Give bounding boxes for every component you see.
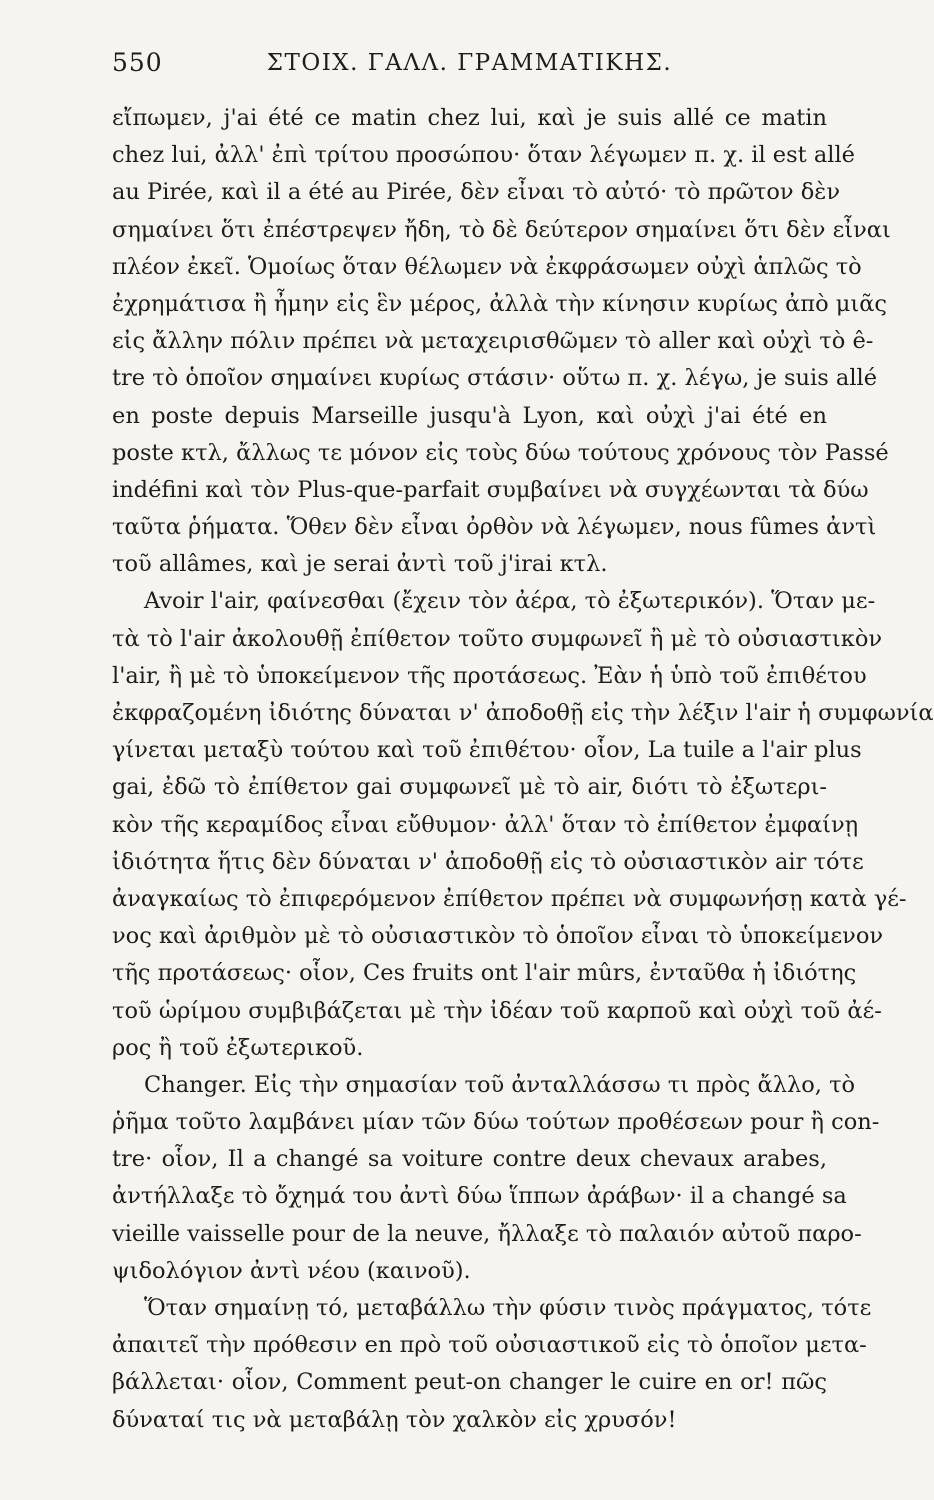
running-title: ΣΤΟΙΧ. ΓΑΛΛ. ΓΡΑΜΜΑΤΙΚΗΣ. bbox=[266, 50, 673, 76]
text-line: ἰδιότητα ἥτις δὲν δύναται ν' ἀποδοθῇ εἰς τὸ οὐσιαστικὸν air τότε bbox=[112, 848, 864, 875]
text-line: νος καὶ ἀριθμὸν μὲ τὸ οὐσιαστικὸν τὸ ὁποῖον εἶναι τὸ ὑποκείμενον bbox=[112, 923, 884, 950]
text-line: au Pirée, καὶ il a été au Pirée, δὲν εἶναι τὸ αὐτό· τὸ πρῶτον δὲν bbox=[112, 179, 841, 206]
text-line: tre· οἷον, Il a changé sa voiture contre deux chevaux arabes, bbox=[112, 1146, 827, 1173]
text-line: chez lui, ἀλλ' ἐπὶ τρίτου προσώπου· ὅταν λέγωμεν π. χ. il est allé bbox=[112, 142, 855, 169]
text-line: ταῦτα ῥήματα. Ὅθεν δὲν εἶναι ὀρθὸν νὰ λέγωμεν, nous fûmes ἀντὶ bbox=[112, 514, 877, 541]
text-line: ἐκφραζομένη ἰδιότης δύναται ν' ἀποδοθῇ εἰς τὴν λέξιν l'air ἡ συμφωνία bbox=[112, 700, 934, 726]
paragraph-start-avoir-l-air: Avoir l'air, φαίνεσθαι (ἔχειν τὸν ἀέρα, τὸ ἐξωτερικόν). Ὅταν με- bbox=[144, 588, 876, 615]
text-line: βάλλεται· οἷον, Comment peut-on changer le cuire en or! πῶς bbox=[112, 1369, 827, 1396]
text-line: γίνεται μεταξὺ τούτου καὶ τοῦ ἐπιθέτου· οἷον, La tuile a l'air plus bbox=[112, 737, 862, 764]
text-line: δύναταί τις νὰ μεταβάλῃ τὸν χαλκὸν εἰς χρυσόν! bbox=[112, 1406, 677, 1433]
body-text bbox=[112, 100, 934, 1439]
text-line: ῥῆμα τοῦτο λαμβάνει μίαν τῶν δύω τούτων προθέσεων pour ἢ con- bbox=[112, 1109, 880, 1136]
text-line: τοῦ ὡρίμου συμβιβάζεται μὲ τὴν ἰδέαν τοῦ καρποῦ καὶ οὐχὶ τοῦ ἀέ- bbox=[112, 997, 882, 1024]
text-line: εἴπωμεν, j'ai été ce matin chez lui, καὶ je suis allé ce matin bbox=[112, 105, 827, 131]
text-line: κὸν τῆς κεραμίδος εἶναι εὔθυμον· ἀλλ' ὅταν τὸ ἐπίθετον ἐμφαίνῃ bbox=[112, 811, 859, 838]
text-line: ρος ἢ τοῦ ἐξωτερικοῦ. bbox=[112, 1034, 364, 1061]
text-line: l'air, ἢ μὲ τὸ ὑποκείμενον τῆς προτάσεως. Ἐὰν ἡ ὑπὸ τοῦ ἐπιθέτου bbox=[112, 662, 867, 689]
text-line: gai, ἐδῶ τὸ ἐπίθετον gai συμφωνεῖ μὲ τὸ air, διότι τὸ ἐξωτερι- bbox=[112, 774, 827, 801]
text-line: en poste depuis Marseille jusqu'à Lyon, καὶ οὐχὶ j'ai été en bbox=[112, 402, 827, 429]
text-line: ἐχρημάτισα ἢ ἦμην εἰς ἓν μέρος, ἀλλὰ τὴν κίνησιν κυρίως ἀπὸ μιᾶς bbox=[112, 290, 888, 317]
text-line: εἰς ἄλλην πόλιν πρέπει νὰ μεταχειρισθῶμεν τὸ aller καὶ οὐχὶ τὸ ê- bbox=[112, 328, 874, 355]
paragraph-start-changer: Changer. Εἰς τὴν σημασίαν τοῦ ἀνταλλάσσω τι πρὸς ἄλλο, τὸ bbox=[144, 1071, 856, 1098]
text-line: τῆς προτάσεως· οἷον, Ces fruits ont l'air mûrs, ἐνταῦθα ἡ ἰδιότης bbox=[112, 960, 857, 987]
text-line: ψιδολόγιον ἀντὶ νέου (καινοῦ). bbox=[112, 1257, 471, 1284]
text-line: ἀντήλλαξε τὸ ὄχημά του ἀντὶ δύω ἵππων ἀράβων· il a changé sa bbox=[112, 1183, 847, 1210]
text-line: vieille vaisselle pour de la neuve, ἤλλαξε τὸ παλαιόν αὐτοῦ παρο- bbox=[112, 1220, 862, 1247]
text-line: poste κτλ, ἄλλως τε μόνον εἰς τοὺς δύω τούτους χρόνους τὸν Passé bbox=[112, 439, 889, 466]
text-line: τὰ τὸ l'air ἀκολουθῇ ἐπίθετον τοῦτο συμφωνεῖ ἢ μὲ τὸ οὐσιαστικὸν bbox=[112, 625, 883, 652]
text-line: ἀναγκαίως τὸ ἐπιφερόμενον ἐπίθετον πρέπει νὰ συμφωνήσῃ κατὰ γέ- bbox=[112, 885, 907, 912]
paragraph-start-otan: Ὅταν σημαίνῃ τό, μεταβάλλω τὴν φύσιν τινὸς πράγματος, τότε bbox=[144, 1295, 872, 1321]
page-number: 550 bbox=[112, 48, 163, 77]
text-line: tre τὸ ὁποῖον σημαίνει κυρίως στάσιν· οὕτω π. χ. λέγω, je suis allé bbox=[112, 365, 878, 392]
text-line: τοῦ allâmes, καὶ je serai ἀντὶ τοῦ j'irai κτλ. bbox=[112, 551, 608, 578]
text-line: σημαίνει ὅτι ἐπέστρεψεν ἤδη, τὸ δὲ δεύτερον σημαίνει ὅτι δὲν εἶναι bbox=[112, 216, 891, 243]
text-line: πλέον ἐκεῖ. Ὁμοίως ὅταν θέλωμεν νὰ ἐκφράσωμεν οὐχὶ ἁπλῶς τὸ bbox=[112, 253, 862, 280]
text-line: ἀπαιτεῖ τὴν πρόθεσιν en πρὸ τοῦ οὐσιαστικοῦ εἰς τὸ ὁποῖον μετα- bbox=[112, 1332, 867, 1359]
text-line: indéfini καὶ τὸν Plus-que-parfait συμβαίνει νὰ συγχέωνται τὰ δύω bbox=[112, 476, 869, 503]
running-head bbox=[112, 48, 827, 90]
